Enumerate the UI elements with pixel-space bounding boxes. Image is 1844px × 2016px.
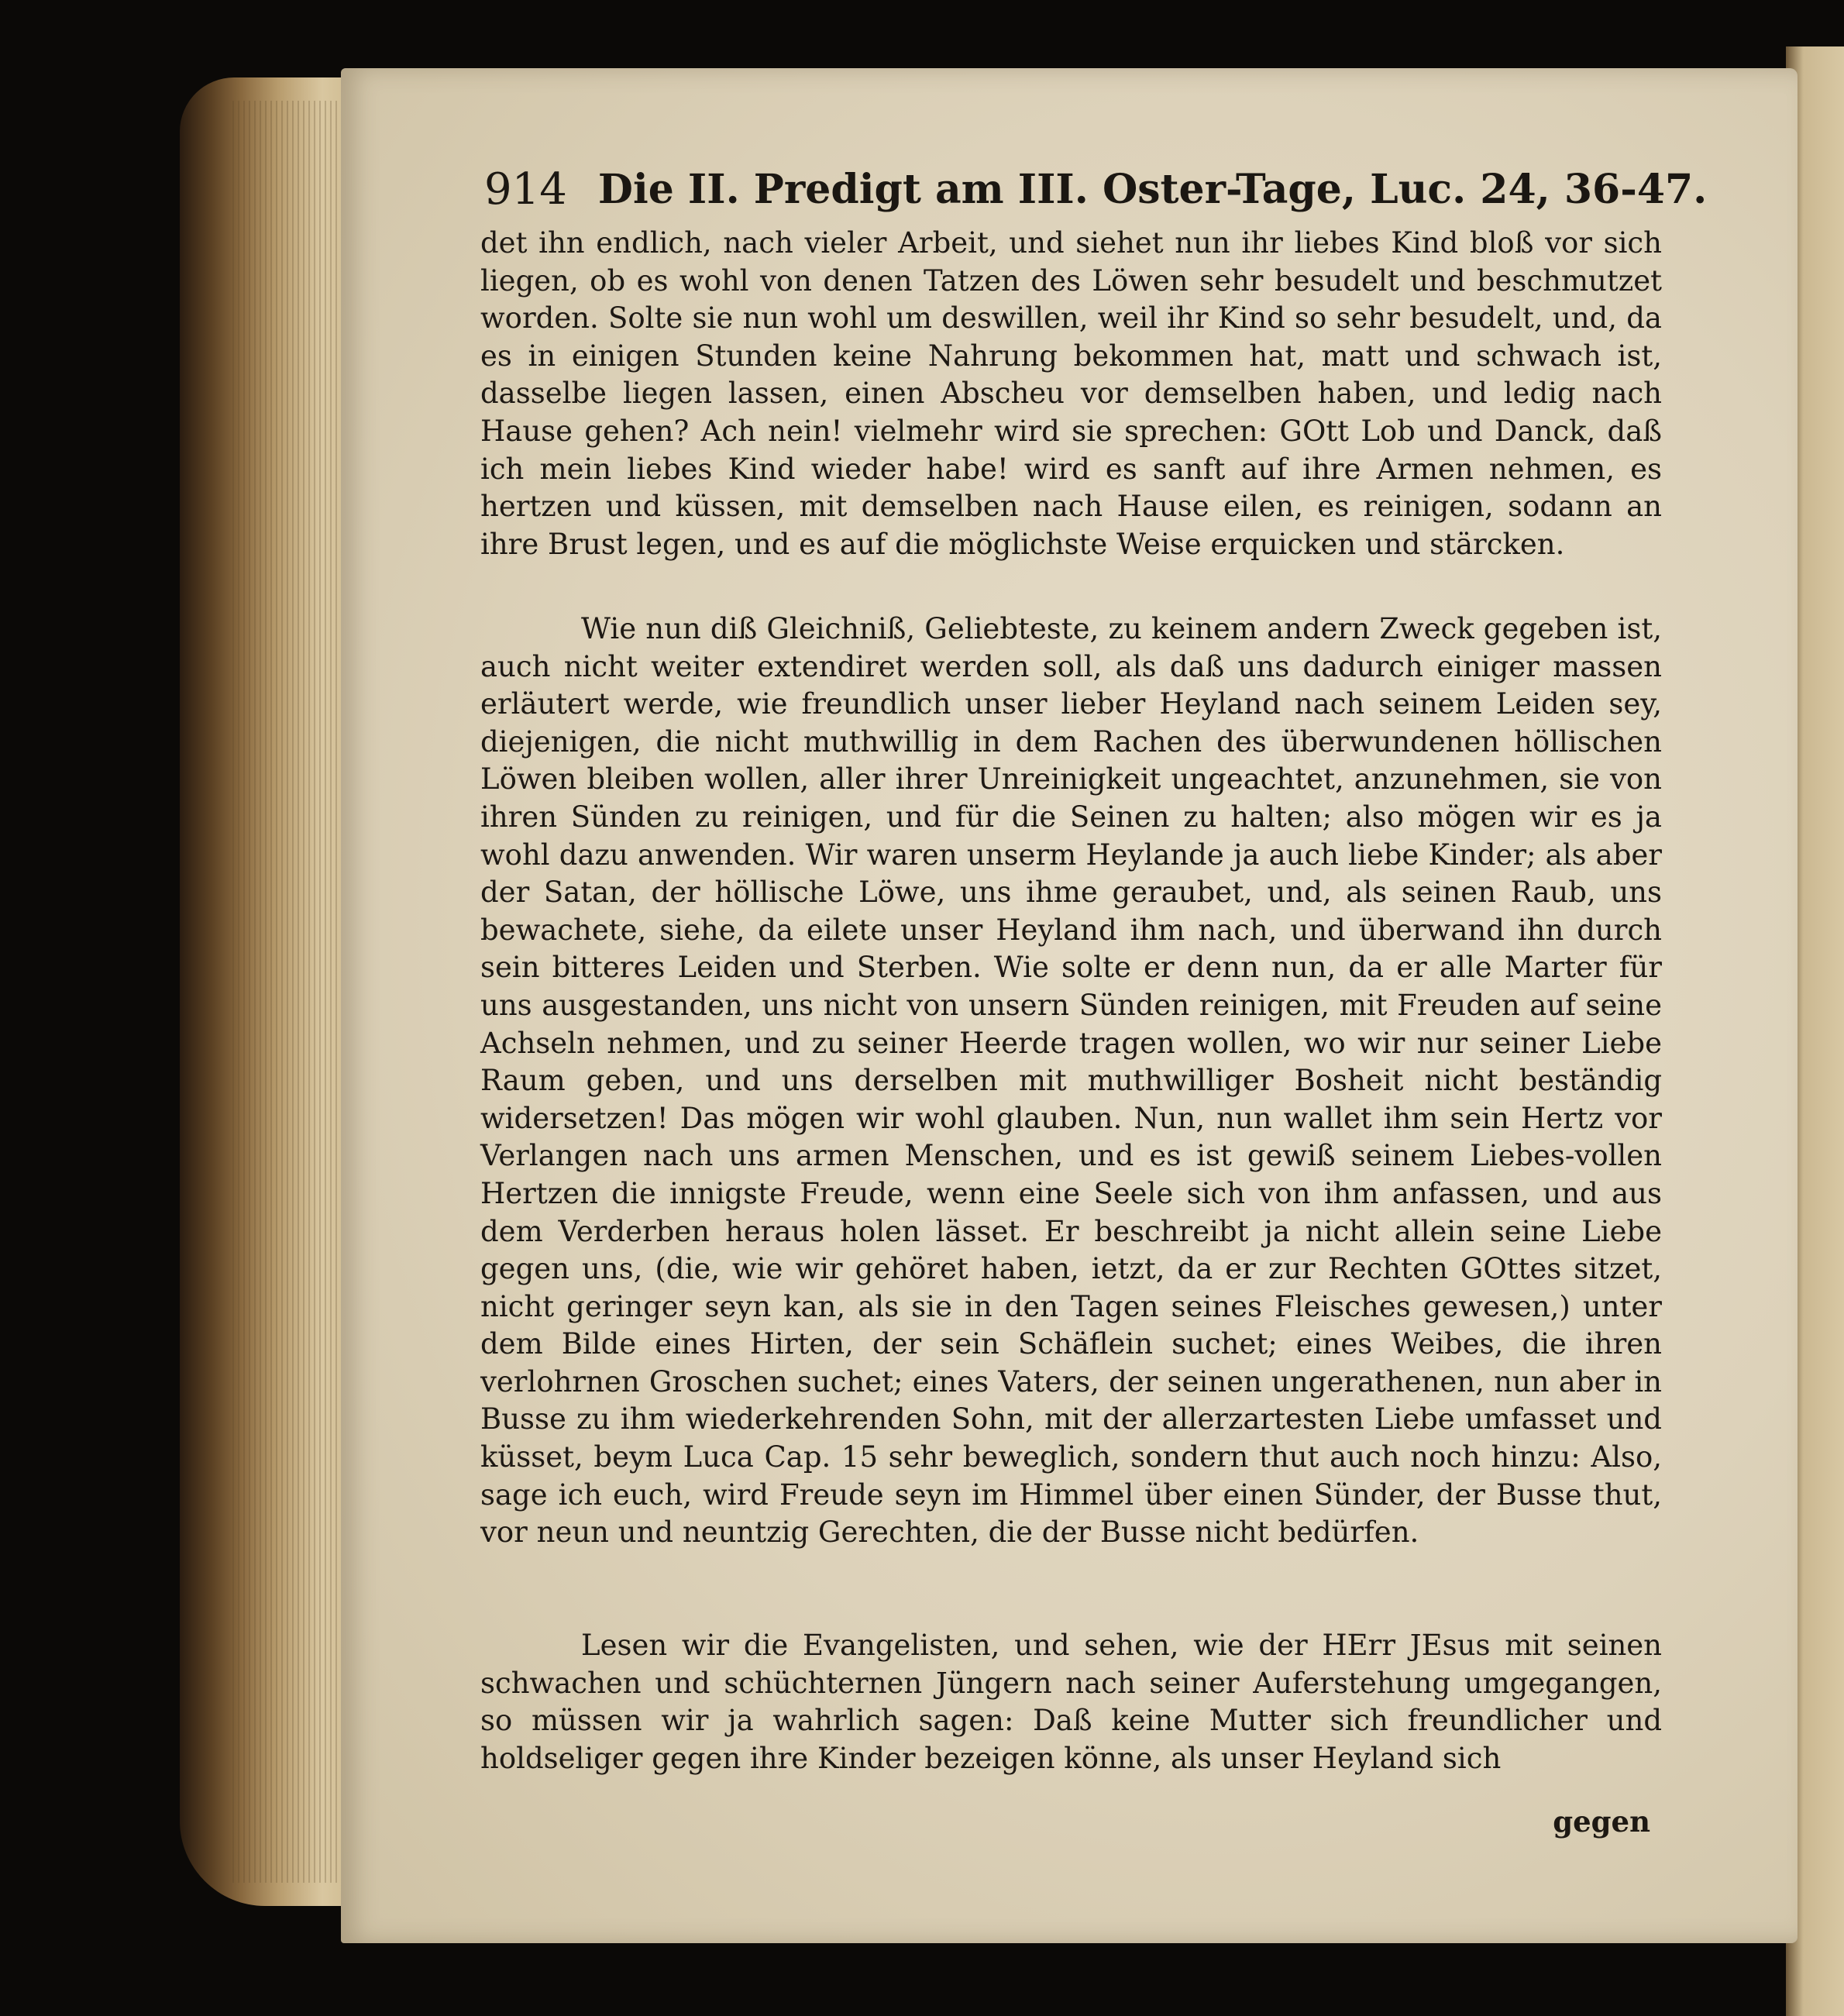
page-edge-texture [232,101,356,1883]
catchword: gegen [1553,1804,1650,1839]
paragraph-3 [480,1627,1662,1813]
page-title: Die II. Predigt am III. Oster-Tage, Luc. 24, 36-47. [597,166,1708,213]
paragraph-1 [480,225,1662,581]
paragraph-text: Wie nun diß Gleichniß, Geliebteste, zu keinem andern Zweck gegeben ist, auch nicht weiter extendiret werden soll, als daß uns dadurch einiger massen erläutert werde, wie freundlich unser lieber Heyland nach seinem Leiden sey, diejenigen, die nicht muthwillig in dem Rachen des überwundenen höllischen Löwen bleiben wollen, aller ihrer Unreinigkeit ungeachtet, anzunehmen, sie von ihren Sünden zu reinigen, und für die Seinen zu halten; also mögen wir es ja wohl dazu anwenden. Wir waren unserm Heylande ja auch liebe Kinder; als aber der Satan, der höllische Löwe, uns ihme geraubet, und, als seinen Raub, uns bewachete, siehe, da eilete unser Heyland ihm nach, und überwand ihn durch sein bitteres Leiden und Sterben. Wie solte er denn nun, da er alle Marter für uns ausgestanden, uns nicht von unsern Sünden reinigen, mit Freuden auf seine Achseln nehmen, und zu seiner Heerde tragen wollen, wo wir nur seiner Liebe Raum geben, und uns derselben mit muthwilliger Bosheit nicht beständig widersetzen! Das mögen wir wohl glauben. Nun, nun wallet ihm sein Hertz vor Verlangen nach uns armen Menschen, und es ist gewiß seinem Liebes-vollen Hertzen die innigste Freude, wenn eine Seele sich von ihm anfassen, und aus dem Verderben heraus holen lässet. Er beschreibt ja nicht allein seine Liebe gegen uns, (die, wie wir gehöret haben, ietzt, da er zur Rechten GOttes sitzet, nicht geringer seyn kan, als sie in den Tagen seines Fleisches gewesen,) unter dem Bilde eines Hirten, der sein Schäflein suchet; eines Weibes, die ihren verlohrnen Groschen suchet; eines Vaters, der seinen ungerathenen, nun aber in Busse zu ihm wiederkehrenden Sohn, mit der allerzartesten Liebe umfasset und küsset, beym Luca Cap. 15 sehr beweglich, sondern thut auch noch hinzu: Also, sage ich euch, wird Freude seyn im Himmel über einen Sünder, der Busse thut, vor neun und neuntzig Gerechten, die der Busse nicht bedürfen. [480,612,1662,1550]
running-head [484,159,1708,215]
paragraph-text: det ihn endlich, nach vieler Arbeit, und siehet nun ihr liebes Kind bloß vor sich liegen, ob es wohl von denen Tatzen des Löwen sehr besudelt und beschmutzet worden. Solte sie nun wohl um deswillen, weil ihr Kind so sehr besudelt, und, da es in einigen Stunden keine Nahrung bekommen hat, matt und schwach ist, dasselbe liegen lassen, einen Abscheu vor demselben haben, und ledig nach Hause gehen? Ach nein! vielmehr wird sie sprechen: GOtt Lob und Danck, daß ich mein liebes Kind wieder habe! wird es sanft auf ihre Armen nehmen, es hertzen und küssen, mit demselben nach Hause eilen, es reinigen, sodann an ihre Brust legen, und es auf die möglichste Weise erquicken und stärcken. [480,226,1662,561]
paragraph-2 [480,611,1662,1595]
page-number: 914 [484,164,567,215]
paragraph-text: Lesen wir die Evangelisten, und sehen, wie der HErr JEsus mit seinen schwachen und schüchternen Jüngern nach seiner Auferstehung umgegangen, so müssen wir ja wahrlich sagen: Daß keine Mutter sich freundlicher und holdseliger gegen ihre Kinder bezeigen könne, als unser Heyland sich [480,1629,1662,1775]
